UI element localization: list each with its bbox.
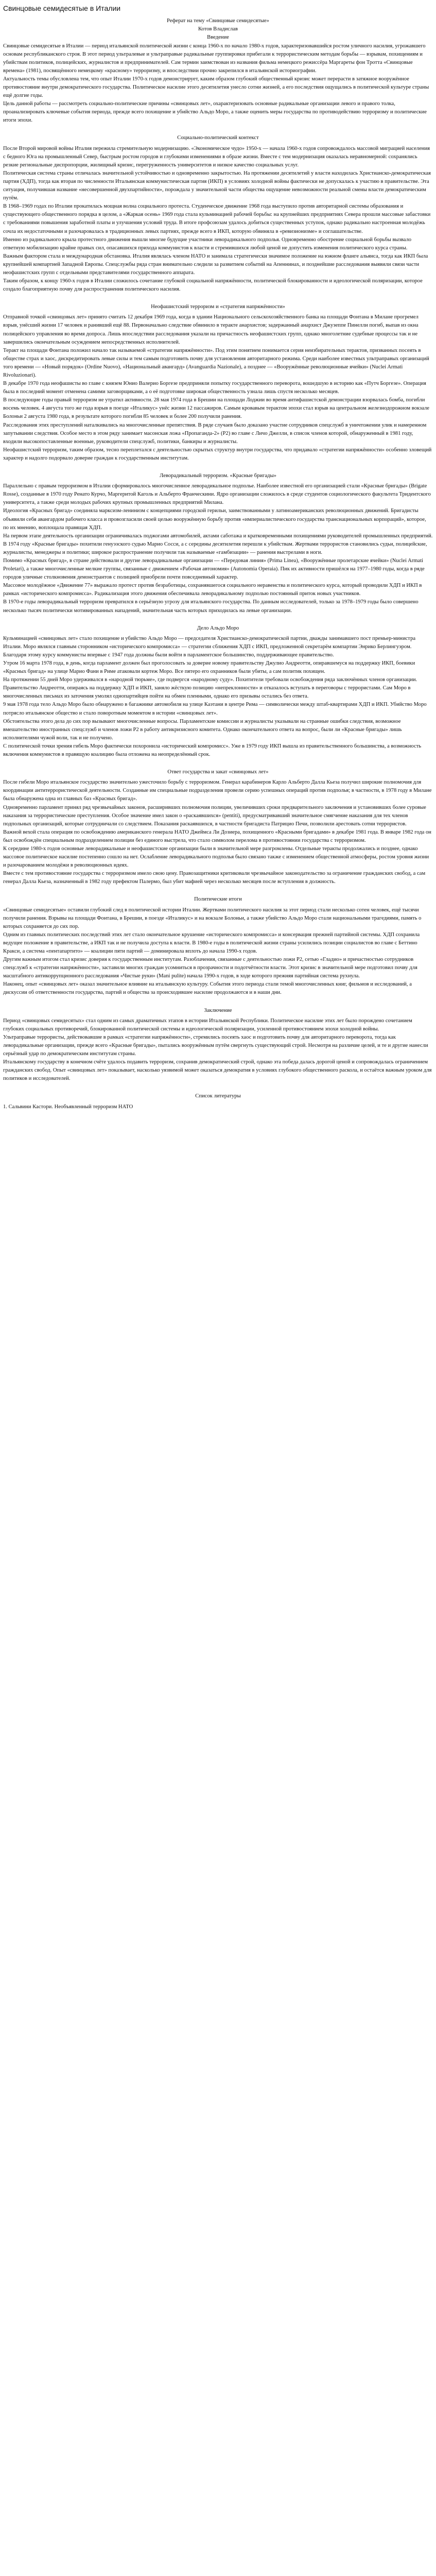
section-paragraph: Политическая система страны отличалась значительной устойчивостью и одновременно закрытостью. На протяжении десятилетий у власти находилась Христианско-демократическая партия (ХДП), тогда как вторая по численности Итальянская коммунистическая партия (ИКП) в условиях холодной войны фактически не допускалась к участию в правительстве. Эта ситуация, получившая название «несовершенной двухпартийности», порождала у значительной части общества ощущение невозможности реальной смены власти демократическим путём. [3, 170, 431, 201]
section-heading: Дело Альдо Моро [197, 625, 239, 631]
section-paragraph: С политической точки зрения гибель Моро фактически похоронила «исторический компромисс». Уже в 1979 году ИКП вышла из правительственного большинства, а возможность включения коммунистов в правящую коалицию была отложена на неопределённый срок. [3, 743, 422, 758]
section-paragraph: После Второй мировой войны Италия пережила стремительную модернизацию. «Экономическое чудо» 1950-х — начала 1960-х годов сопровождалось массовой миграцией населения с бедного Юга на промышленный Север, быстрым ростом городов и глубокими изменениями в образе жизни. Вместе с тем модернизация оказалась неравномерной: сохранялись резкие региональные диспропорции, жилищный кризис, перегруженность университетов и низкое качество социальных услуг. [3, 145, 430, 168]
section-paragraph: Важным фактором стала и международная обстановка. Италия являлась членом НАТО и занимала стратегически значимое положение на южном фланге альянса, тогда как ИКП была крупнейшей компартией Западной Европы. Спецслужбы ряда стран внимательно следили за развитием событий на Апеннинах, и позднейшие расследования выявили связи части неофашистских групп с отдельными представителями государственного аппарата. [3, 253, 428, 276]
section-paragraph: В декабре 1970 года неофашисты во главе с князем Юнио Валерио Боргезе предприняли попытку государственного переворота, вошедшую в историю как «Путч Боргезе». Операция была в последний момент отменена самими заговорщиками, а о её подготовке широкая общественность узнала лишь спустя несколько месяцев. [3, 381, 426, 395]
section-paragraph: Таким образом, к концу 1960-х годов в Италии сложилось сочетание глубокой социальной напряжённости, политической блокированности и идеологической поляризации, которое создало благоприятную почву для распространения политического насилия. [3, 278, 423, 293]
section-paragraph: Одним из главных политических последствий этих лет стало окончательное крушение «исторического компромисса» и консервация прежней партийной системы. ХДП сохранила ведущее положение в правительстве, а ИКП так и не получила доступа к власти. В 1980-е годы в политической жизни страны усилились позиции социалистов во главе с Беттино Кракси, а система «пентапартито» — коалиции пяти партий — доминировала вплоть до начала 1990-х годов. [3, 931, 420, 955]
section-paragraph: Параллельно с правым терроризмом в Италии сформировалось многочисленное леворадикальное подполье. Наиболее известной его организацией стали «Красные бригады» (Brigate Rosse), созданные в 1970 году Ренато Курчо, Маргеритой Каголь и Альберто Франческини. Ядро организации сложилось в среде студентов социологического факультета Тридентского университета, а также среди молодых рабочих крупных промышленных предприятий Милана. [3, 483, 431, 506]
section [3, 472, 433, 615]
section-paragraph: Неофашистский терроризм, таким образом, тесно переплетался с деятельностью скрытых структур внутри государства, что придавало «стратегии напряжённости» особенно зловещий характер и надолго подорвало доверие граждан к государственным институтам. [3, 447, 432, 461]
section-paragraph: Массовое молодёжное «Движение 77» выражало протест против безработицы, сохранявшегося социального неравенства и политического курса, который проводили ХДП и ИКП в рамках «исторического компромисса». Радикализация этого движения обеспечивала леворадикальному подполью постоянный приток новых участников. [3, 583, 422, 597]
section-paragraph: Отправной точкой «свинцовых лет» принято считать 12 декабря 1969 года, когда в здании Национального сельскохозяйственного банка на площади Фонтана в Милане прогремел взрыв, унёсший жизни 17 человек и ранивший ещё 88. Первоначально следствие обвинило в теракте анархистов; задержанный анархист Джузеппе Пинелли погиб, выпав из окна полицейского управления во время допроса. Лишь впоследствии расследования указали на причастность неофашистских групп, однако многолетние судебные процессы так и не завершились окончательным осуждением непосредственных исполнителей. [3, 314, 418, 345]
intro-body [3, 42, 433, 125]
section-paragraph: После гибели Моро итальянское государство значительно ужесточило борьбу с терроризмом. Генерал карабинеров Карло Альберто Далла Кьеза получил широкие полномочия для координации антитеррористической деятельности. Созданные им специальные подразделения провели серию успешных операций против подполья; в частности, в 1978 году в Милане была обнаружена одна из главных баз «Красных бригад». [3, 779, 432, 802]
section-paragraph: Ультраправые террористы, действовавшие в рамках «стратегии напряжённости», стремились посеять хаос и подготовить почву для авторитарного переворота, тогда как леворадикальные организации, прежде всего «Красные бригады», пытались вооружённым путём свергнуть существующий строй. Несмотря на различие целей, и те и другие нанесли серьёзный удар по демократическим институтам страны. [3, 1034, 428, 1057]
section [3, 1007, 433, 1083]
section-paragraph: Утром 16 марта 1978 года, в день, когда парламент должен был проголосовать за доверие новому правительству Джулио Андреотти, опиравшемуся на поддержку ИКП, боевики «Красных бригад» на улице Марио Фани в Риме атаковали кортеж Моро. Все пятеро его охранников были убиты, а сам политик похищен. [3, 660, 415, 675]
intro-paragraph: Свинцовые семидесятые в Италии — период итальянской политической жизни с конца 1960-х по начало 1980-х годов, характеризовавшийся ростом уличного насилия, угрожавшего основам республиканского строя. В этот период ультралевые и ультраправые радикальные группировки прибегали к террористическим методам борьбы — взрывам, похищениям и убийствам политиков, полицейских, журналистов и предпринимателей. Сам термин заимствован из названия фильма немецкого режиссёра Маргареты фон Тротта «Свинцовые времена» (1981), посвящённого немецкому «красному» терроризму, и впоследствии прочно закрепился в итальянской историографии. [3, 43, 426, 74]
section-paragraph: К середине 1980-х годов основные леворадикальные и неофашистские организации были в значительной мере разгромлены. Отдельные теракты продолжались и позднее, однако массовое политическое насилие постепенно сошло на нет. Ослабление леворадикального подполья было связано также с изменением общественной атмосферы, ростом уровня жизни и разочарованием молодёжи в революционных идеях. [3, 845, 429, 869]
section [3, 895, 433, 997]
bibliography-list [3, 1103, 433, 1111]
section-paragraph: Итальянскому государству в конечном счёте удалось подавить терроризм, сохранив демократический строй, однако эта победа далась дорогой ценой и сопровождалась ограничением гражданских свобод. Опыт «свинцовых лет» показывает, насколько уязвимой может оказаться демократия в условиях глубокого общественного раскола, и остаётся важным уроком для политиков и исследователей. [3, 1059, 432, 1082]
section-paragraph: Именно из радикального крыла протестного движения вышли многие будущие участники леворадикального подполья. Одновременно обострение социальной борьбы вызвало ответную мобилизацию крайне правых сил, опасавшихся прихода коммунистов к власти и стремившихся любой ценой не допустить изменения политического курса страны. [3, 236, 412, 251]
section-paragraph: В 1968–1969 годах по Италии прокатилась мощная волна социального протеста. Студенческое движение 1968 года выступило против авторитарной системы образования и существующего общественного порядка в целом, а «Жаркая осень» 1969 года стала кульминацией рабочей борьбы: на крупнейших предприятиях Севера прошли массовые забастовки с требованиями повышения заработной платы и улучшения условий труда. В итоге профсоюзам удалось добиться существенных уступок, однако радикально настроенная молодёжь сочла их недостаточными и разочаровалась в традиционных левых партиях, прежде всего в ИКП, которую обвиняла в «ревизионизме» и соглашательстве. [3, 204, 431, 234]
section [3, 303, 433, 463]
document-sections [3, 134, 433, 1083]
section-heading: Ответ государства и закат «свинцовых лет» [167, 769, 269, 775]
intro-heading: Введение [207, 35, 229, 41]
bibliography-heading: Список литературы [195, 1093, 241, 1099]
section-paragraph: Кульминацией «свинцовых лет» стало похищение и убийство Альдо Моро — председателя Христианско-демократической партии, дважды занимавшего пост премьер-министра Италии. Моро являлся главным сторонником «исторического компромисса» — стратегии сближения ХДП с ИКП, предложенной секретарём компартии Энрико Берлингуэром. Благодаря этому курсу коммунисты впервые с 1947 года должны были войти в парламентское большинство, поддерживающее правительство. [3, 635, 416, 658]
section-paragraph: На протяжении 55 дней Моро удерживался в «народной тюрьме», где подвергся «народному суду». Похитители требовали освобождения ряда заключённых членов организации. Правительство Андреотти, опираясь на поддержку ХДП и ИКП, заняло жёсткую позицию «непреклонности» и отказалось вступать в переговоры с террористами. Сам Моро в многочисленных письмах из заточения умолял однопартийцев пойти на обмен пленными, однако его призывы остались без ответа. [3, 677, 417, 700]
document-page [0, 0, 436, 1116]
section-paragraph: Теракт на площади Фонтана положил начало так называемой «стратегии напряжённости». Под этим понятием понимается серия неизбирательных терактов, призванных посеять в обществе страх и хаос, дискредитировать левые силы и тем самым подготовить почву для установления авторитарного режима. Среди наиболее известных ультраправых организаций того времени — «Новый порядок» (Ordine Nuovo), «Национальный авангард» (Avanguardia Nazionale), а позднее — «Вооружённые революционные ячейки» (Nuclei Armati Rivoluzionari). [3, 347, 429, 379]
document-title: Свинцовые семидесятые в Италии [3, 4, 121, 12]
section-paragraph: 9 мая 1978 года тело Альдо Моро было обнаружено в багажнике автомобиля на улице Каэтани в центре Рима — символически между штаб-квартирами ХДП и ИКП. Убийство Моро потрясло итальянское общество и стало поворотным моментом в истории «свинцовых лет». [3, 702, 427, 716]
section-paragraph: Другим важным итогом стал кризис доверия к государственным институтам. Разоблачения, связанные с деятельностью ложи P2, сетью «Гладио» и причастностью сотрудников спецслужб к «стратегии напряжённости», заставили многих граждан усомниться в прозрачности и подотчётности власти. Этот кризис в значительной мере подготовил почву для масштабного антикоррупционного расследования «Чистые руки» (Mani pulite) начала 1990-х годов, в ходе которого прежняя партийная система рухнула. [3, 957, 417, 979]
intro-paragraph: Актуальность темы обусловлена тем, что опыт Италии 1970-х годов демонстрирует, каким образом глубокий общественный кризис может перерасти в затяжное вооружённое противостояние внутри демократического государства. Политическое насилие этого десятилетия унесло сотни жизней, а его последствия ощущались в политической культуре страны ещё долгие годы. [3, 76, 429, 99]
intro-paragraph: Цель данной работы — рассмотреть социально-политические причины «свинцовых лет», охарактеризовать основные радикальные организации левого и правого толка, проанализировать ключевые события периода, прежде всего похищение и убийство Альдо Моро, а также оценить меры государства по противодействию терроризму и политические итоги эпохи. [3, 101, 427, 124]
section-paragraph: В 1970-е годы леворадикальный терроризм превратился в серьёзную угрозу для итальянского государства. По данным исследователей, только за 1978–1979 годы было совершено несколько тысяч политически мотивированных нападений, значительная часть которых приходилась на левые организации. [3, 599, 418, 614]
bibliography [3, 1092, 433, 1111]
section-paragraph: Обстоятельства этого дела до сих пор вызывают многочисленные вопросы. Парламентские комиссии и журналисты указывали на странные ошибки следствия, возможное вмешательство иностранных спецслужб и членов ложи P2 в работу антикризисного комитета. Однако окончательного ответа на вопрос, были ли «Красные бригады» лишь исполнителями чужой воли, так и не получено. [3, 718, 402, 741]
section-paragraph: Идеология «Красных бригад» соединяла марксизм-ленинизм с концепциями городской герильи, заимствованными у латиноамериканских революционных движений. Бригадисты объявили себя авангардом рабочего класса и провозгласили своей целью вооружённую борьбу против «империалистического государства транснациональных корпораций», которое, по их мнению, воплощала правящая ХДП. [3, 508, 426, 531]
section [3, 134, 433, 294]
section-paragraph: Наконец, опыт «свинцовых лет» оказал значительное влияние на итальянскую культуру. События этого периода стали темой многочисленных книг, фильмов и исследований, а дискуссии об ответственности государства, партий и общества за происходившее насилие продолжаются и в наши дни. [3, 981, 412, 996]
section-paragraph: Вместе с тем противостояние государства с терроризмом имело свою цену. Правозащитники критиковали чрезвычайное законодательство за ограничение гражданских свобод, а сам генерал Далла Кьеза, назначенный в 1982 году префектом Палермо, был убит мафией через несколько месяцев после вступления в должность. [3, 871, 426, 885]
section-paragraph: Важной вехой стала операция по освобождению американского генерала НАТО Джеймса Ли Дозиера, похищенного «Красными бригадами» в декабре 1981 года. В январе 1982 года он был освобождён специальным подразделением полиции без единого выстрела, что стало символом перелома в противостоянии государства с терроризмом. [3, 829, 431, 843]
section-heading: Леворадикальный терроризм. «Красные бригады» [160, 473, 276, 479]
section-heading: Политические итоги [194, 896, 242, 903]
document-genre: Реферат на тему «Свинцовые семидесятые» [167, 18, 269, 24]
section-paragraph: Расследования этих преступлений наталкивались на многочисленные препятствия. В ряде случаев было доказано участие сотрудников спецслужб в уничтожении улик и намеренном запутывании следствия. Особое место в этом ряду занимает масонская ложа «Пропаганда-2» (P2) во главе с Личо Джелли, в список членов которой, обнаруженный в 1981 году, входили высокопоставленные военные, руководители спецслужб, политики, банкиры и журналисты. [3, 422, 427, 445]
section-heading: Неофашистский терроризм и «стратегия напряжённости» [151, 304, 285, 310]
section-paragraph: Одновременно парламент принял ряд чрезвычайных законов, расширивших полномочия полиции, увеличивших сроки предварительного заключения и установивших более суровые наказания за террористические преступления. Особое значение имел закон о «раскаявшихся» (pentiti), предусматривавший значительное смягчение наказания для тех членов подпольных организаций, которые сотрудничали со следствием. Показания раскаявшихся, в частности бригадиста Патрицио Печи, позволили арестовать сотни террористов. [3, 804, 426, 827]
section-heading: Социально-политический контекст [177, 135, 259, 141]
section-paragraph: На первом этапе деятельность организации ограничивалась поджогами автомобилей, актами саботажа и кратковременными похищениями руководителей промышленных предприятий. В 1974 году «Красные бригады» похитили генуэзского судью Марио Сосси, а с середины десятилетия перешли к убийствам. Жертвами террористов становились судьи, полицейские, журналисты, менеджеры и политики; широкое распространение получили так называемые «гамбизации» — ранения выстрелами в ноги. [3, 533, 433, 555]
section-heading: Заключение [204, 1007, 232, 1013]
section-paragraph: «Свинцовые семидесятые» оставили глубокий след в политической истории Италии. Жертвами политического насилия за этот период стали несколько сотен человек, ещё тысячи получили ранения. Взрывы на площади Фонтана, в Брешии, в поезде «Италикус» и на вокзале Болоньи, а также убийство Альдо Моро стали национальными трагедиями, память о которых сохраняется до сих пор. [3, 907, 422, 929]
section [3, 624, 433, 759]
section-paragraph: Период «свинцовых семидесятых» стал одним из самых драматичных этапов в истории Итальянской Республики. Политическое насилие этих лет было порождено сочетанием глубоких социальных противоречий, блокированной политической системы и идеологической поляризации, усиленной противостоянием эпохи холодной войны. [3, 1018, 412, 1032]
section-paragraph: Помимо «Красных бригад», в стране действовали и другие леворадикальные организации — «Передовая линия» (Prima Linea), «Вооружённые пролетарские ячейки» (Nuclei Armati Proletari), а также многочисленные мелкие группы, связанные с движением «Рабочая автономия» (Autonomia Operaia). Пик их активности пришёлся на 1977–1980 годы, когда в ряде городов уличные столкновения демонстрантов с полицией приобрели почти повседневный характер. [3, 557, 425, 581]
section-paragraph: В последующие годы правый терроризм не утратил активности. 28 мая 1974 года в Брешии на площади Лоджии во время антифашистской демонстрации взорвалась бомба, погибли восемь человек. 4 августа того же года взрыв в поезде «Италикус» унёс жизни 12 пассажиров. Самым кровавым терактом эпохи стал взрыв на центральном железнодорожном вокзале Болоньи 2 августа 1980 года, в результате которого погибли 85 человек и более 200 получили ранения. [3, 397, 429, 420]
document-author: Котов Владислав [198, 26, 238, 32]
section [3, 768, 433, 886]
bibliography-item: 1. Сальвини Кастори. Необъявленный терроризм НАТО [3, 1104, 133, 1110]
